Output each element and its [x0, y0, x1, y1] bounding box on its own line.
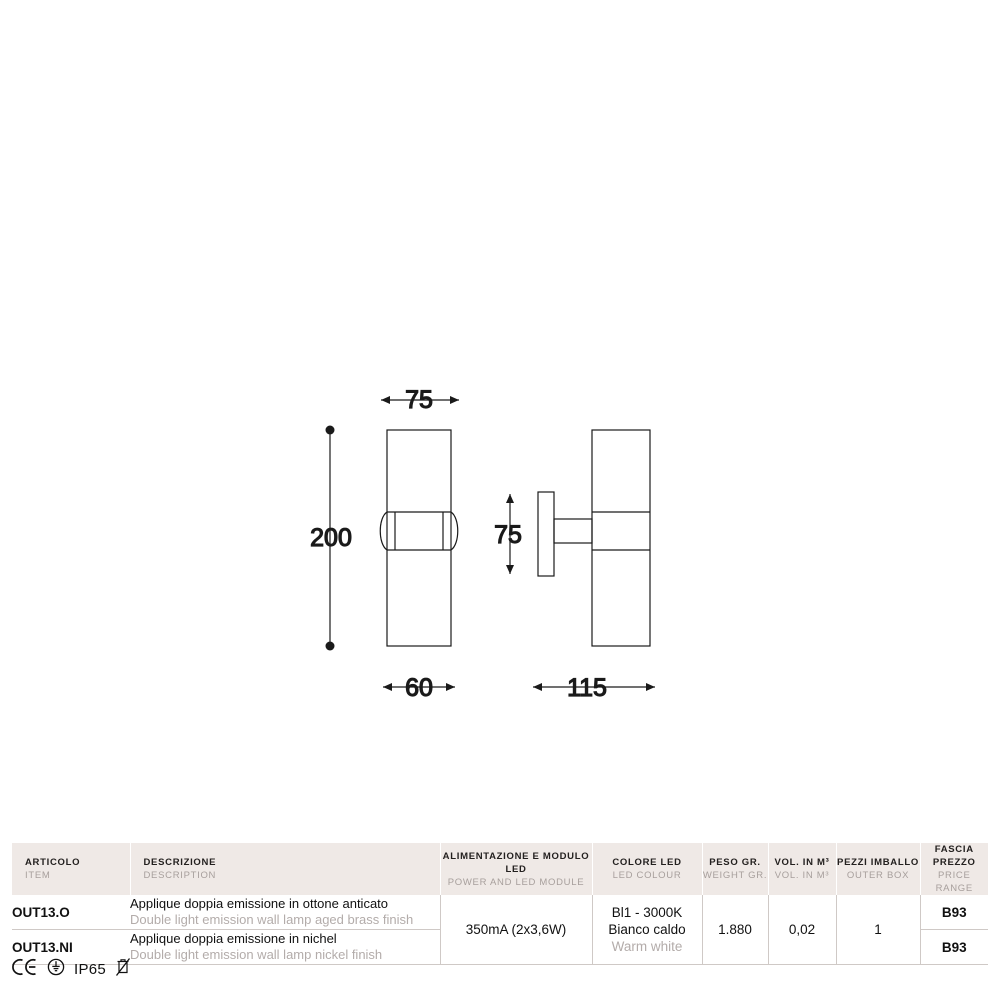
row-description-en: Double light emission wall lamp aged brass finish: [130, 912, 414, 927]
front-view-body: [380, 430, 458, 646]
side-view-body: [538, 430, 650, 646]
front-width-label: 75: [405, 386, 433, 414]
row-description-it: Applique doppia emissione in ottone anticato: [130, 896, 389, 911]
ip-rating-label: IP65: [74, 960, 107, 978]
row-volume: 0,02: [768, 895, 836, 965]
header-description-en: DESCRIPTION: [143, 870, 217, 881]
header-outer-box-it: PEZZI IMBALLO: [837, 857, 919, 868]
row-description: [130, 930, 440, 965]
header-power-it: ALIMENTAZIONE E MODULO LED: [442, 850, 590, 875]
row-description-en: Double light emission wall lamp nickel finish: [130, 947, 383, 962]
header-description-it: DESCRIZIONE: [143, 857, 217, 868]
ce-mark-icon: [12, 958, 38, 981]
front-depth-label: 60: [405, 674, 433, 702]
row-power: 350mA (2x3,6W): [440, 895, 592, 965]
header-cell-volume: [768, 843, 836, 895]
row-description-it: Applique doppia emissione in nichel: [130, 931, 337, 946]
header-volume-en: VOL. IN M³: [774, 870, 830, 881]
row-price-range: B93: [920, 930, 988, 965]
row-outer-box: 1: [836, 895, 920, 965]
header-item-it: ARTICOLO: [25, 857, 81, 868]
header-power-en: POWER AND LED MODULE: [447, 876, 585, 888]
row-led-colour-code: Bl1 - 3000K: [611, 905, 683, 920]
header-cell-weight: [702, 843, 768, 895]
specification-table: [12, 843, 988, 965]
certification-icons: [12, 955, 131, 983]
header-cell-item: [12, 843, 130, 895]
row-code: OUT13.O: [12, 895, 130, 930]
row-led-colour: [592, 895, 702, 965]
header-cell-outer-box: [836, 843, 920, 895]
row-led-colour-it: Bianco caldo: [608, 922, 686, 937]
row-weight: 1.880: [702, 895, 768, 965]
header-price-range-en: PRICE RANGE: [935, 870, 973, 894]
header-cell-description: [130, 843, 440, 895]
class-one-earth-icon: [47, 958, 65, 981]
row-code: OUT13.NI: [12, 930, 130, 965]
weee-crossed-bin-icon: [115, 957, 131, 982]
side-bracket-label: 75: [494, 521, 522, 549]
header-cell-power: [440, 843, 592, 895]
header-weight-it: PESO GR.: [709, 857, 761, 868]
header-price-range-it: FASCIA PREZZO: [932, 844, 976, 868]
header-outer-box-en: OUTER BOX: [846, 870, 910, 881]
header-led-colour-it: COLORE LED: [612, 857, 682, 868]
header-volume-it: VOL. IN M³: [774, 857, 830, 868]
row-price-range: B93: [920, 895, 988, 930]
header-weight-en: WEIGHT GR.: [702, 870, 768, 881]
front-height-label: 200: [310, 524, 352, 552]
table-header-row: [12, 843, 988, 895]
row-description: [130, 895, 440, 930]
table-row: [12, 895, 988, 930]
header-led-colour-en: LED COLOUR: [612, 870, 682, 881]
header-cell-led-colour: [592, 843, 702, 895]
header-item-en: ITEM: [25, 870, 51, 881]
side-projection-label: 115: [567, 674, 607, 702]
row-led-colour-en: Warm white: [611, 939, 683, 954]
header-cell-price-range: [920, 843, 988, 895]
